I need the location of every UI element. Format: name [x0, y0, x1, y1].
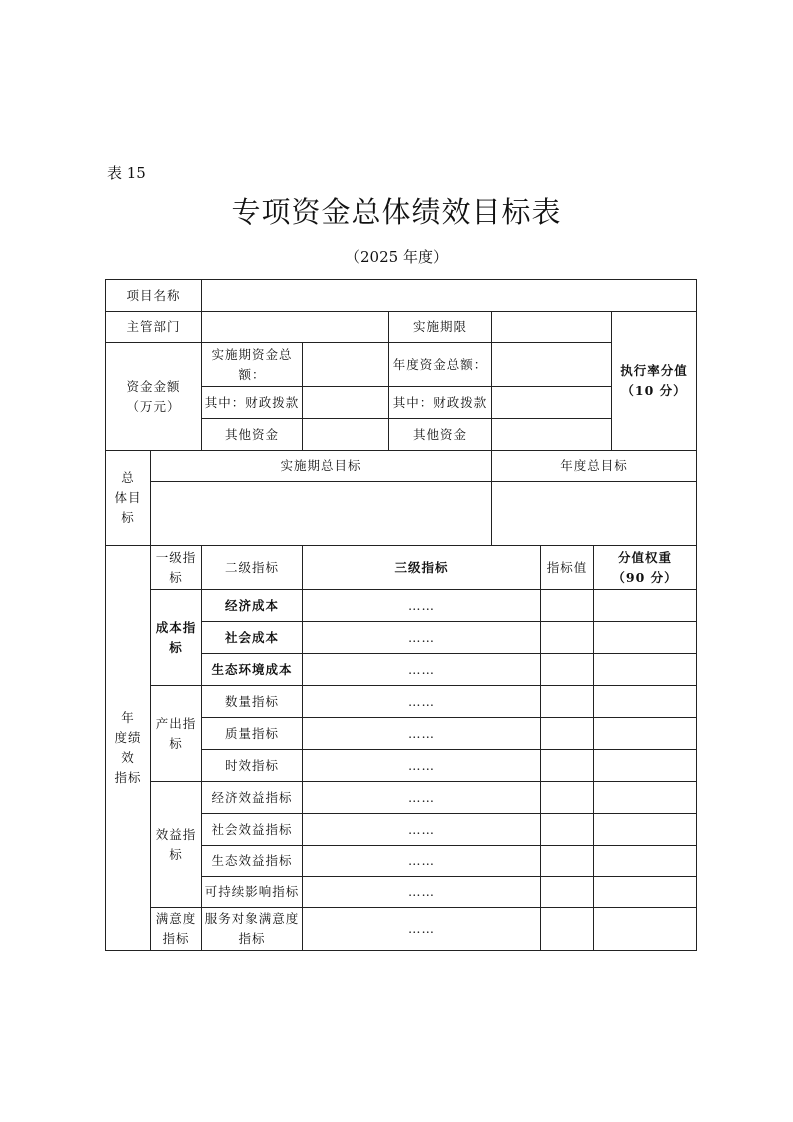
other-funds-label: 其他资金	[202, 419, 303, 451]
indicator-label: 社会成本	[202, 622, 303, 654]
year-funds-value[interactable]	[492, 343, 612, 387]
indicator-weight-cell[interactable]	[594, 877, 697, 908]
indicator-level3-cell[interactable]: ……	[303, 814, 541, 846]
indicator-label: 质量指标	[202, 718, 303, 750]
indicator-weight-cell[interactable]	[594, 782, 697, 814]
col-level2-header: 二级指标	[202, 546, 303, 590]
period-goal-label: 实施期总目标	[151, 451, 492, 482]
document-year: （2025 年度）	[345, 248, 448, 266]
col-value-header: 指标值	[541, 546, 594, 590]
indicator-level3-cell[interactable]: ……	[303, 654, 541, 686]
indicator-weight-cell[interactable]	[594, 686, 697, 718]
indicator-weight-cell[interactable]	[594, 590, 697, 622]
indicator-value-cell[interactable]	[541, 750, 594, 782]
indicator-weight-cell[interactable]	[594, 750, 697, 782]
group-benefit-label: 效益指 标	[151, 782, 202, 908]
indicator-label: 服务对象满意度 指标	[202, 908, 303, 951]
indicator-label: 时效指标	[202, 750, 303, 782]
indicator-level3-cell[interactable]: ……	[303, 846, 541, 877]
document-title: 专项资金总体绩效目标表	[231, 195, 562, 229]
fiscal-funds-label: 其中：财政拨款	[202, 387, 303, 419]
indicator-weight-cell[interactable]	[594, 814, 697, 846]
fiscal-funds-value[interactable]	[303, 387, 389, 419]
indicator-level3-cell[interactable]: ……	[303, 908, 541, 951]
indicator-label: 生态环境成本	[202, 654, 303, 686]
period-goal-value[interactable]	[151, 482, 492, 546]
indicator-value-cell[interactable]	[541, 654, 594, 686]
indicator-weight-cell[interactable]	[594, 654, 697, 686]
indicator-level3-cell[interactable]: ……	[303, 686, 541, 718]
col-level1-header: 一级指 标	[151, 546, 202, 590]
indicator-label: 可持续影响指标	[202, 877, 303, 908]
group-output-label: 产出指 标	[151, 686, 202, 782]
overall-goal-label: 总 体目标	[106, 451, 151, 546]
funds-label: 资金金额 （万元）	[106, 343, 202, 451]
indicator-value-cell[interactable]	[541, 908, 594, 951]
annual-indicators-label: 年 度绩效 指标	[106, 546, 151, 951]
col-level3-header: 三级指标	[303, 546, 541, 590]
year-funds-label: 年度资金总额：	[389, 343, 492, 387]
indicator-label: 社会效益指标	[202, 814, 303, 846]
indicator-value-cell[interactable]	[541, 590, 594, 622]
document-label: 表 15	[107, 164, 146, 182]
indicator-label: 生态效益指标	[202, 846, 303, 877]
indicator-value-cell[interactable]	[541, 686, 594, 718]
indicator-value-cell[interactable]	[541, 782, 594, 814]
indicator-level3-cell[interactable]: ……	[303, 750, 541, 782]
project-name-value[interactable]	[202, 280, 697, 312]
period-value[interactable]	[492, 312, 612, 343]
group-cost-label: 成本指 标	[151, 590, 202, 686]
indicator-weight-cell[interactable]	[594, 718, 697, 750]
indicator-weight-cell[interactable]	[594, 846, 697, 877]
period-funds-label: 实施期资金总 额：	[202, 343, 303, 387]
period-funds-value[interactable]	[303, 343, 389, 387]
exec-rate-label: 执行率分值 （10 分）	[612, 312, 697, 451]
indicator-value-cell[interactable]	[541, 846, 594, 877]
performance-goal-table	[105, 279, 697, 951]
indicator-label: 经济成本	[202, 590, 303, 622]
indicator-level3-cell[interactable]: ……	[303, 782, 541, 814]
indicator-weight-cell[interactable]	[594, 908, 697, 951]
indicator-value-cell[interactable]	[541, 622, 594, 654]
indicator-level3-cell[interactable]: ……	[303, 622, 541, 654]
indicator-label: 数量指标	[202, 686, 303, 718]
indicator-value-cell[interactable]	[541, 877, 594, 908]
year-other-label: 其他资金	[389, 419, 492, 451]
dept-value[interactable]	[202, 312, 389, 343]
indicator-value-cell[interactable]	[541, 718, 594, 750]
project-name-label: 项目名称	[106, 280, 202, 312]
year-fiscal-label: 其中：财政拨款	[389, 387, 492, 419]
indicator-level3-cell[interactable]: ……	[303, 590, 541, 622]
indicator-level3-cell[interactable]: ……	[303, 877, 541, 908]
indicator-weight-cell[interactable]	[594, 622, 697, 654]
year-other-value[interactable]	[492, 419, 612, 451]
year-goal-value[interactable]	[492, 482, 697, 546]
group-satisfaction-label: 满意度 指标	[151, 908, 202, 951]
col-weight-header: 分值权重 （90 分）	[594, 546, 697, 590]
indicator-value-cell[interactable]	[541, 814, 594, 846]
indicator-level3-cell[interactable]: ……	[303, 718, 541, 750]
year-fiscal-value[interactable]	[492, 387, 612, 419]
year-goal-label: 年度总目标	[492, 451, 697, 482]
indicator-label: 经济效益指标	[202, 782, 303, 814]
period-label: 实施期限	[389, 312, 492, 343]
dept-label: 主管部门	[106, 312, 202, 343]
other-funds-value[interactable]	[303, 419, 389, 451]
